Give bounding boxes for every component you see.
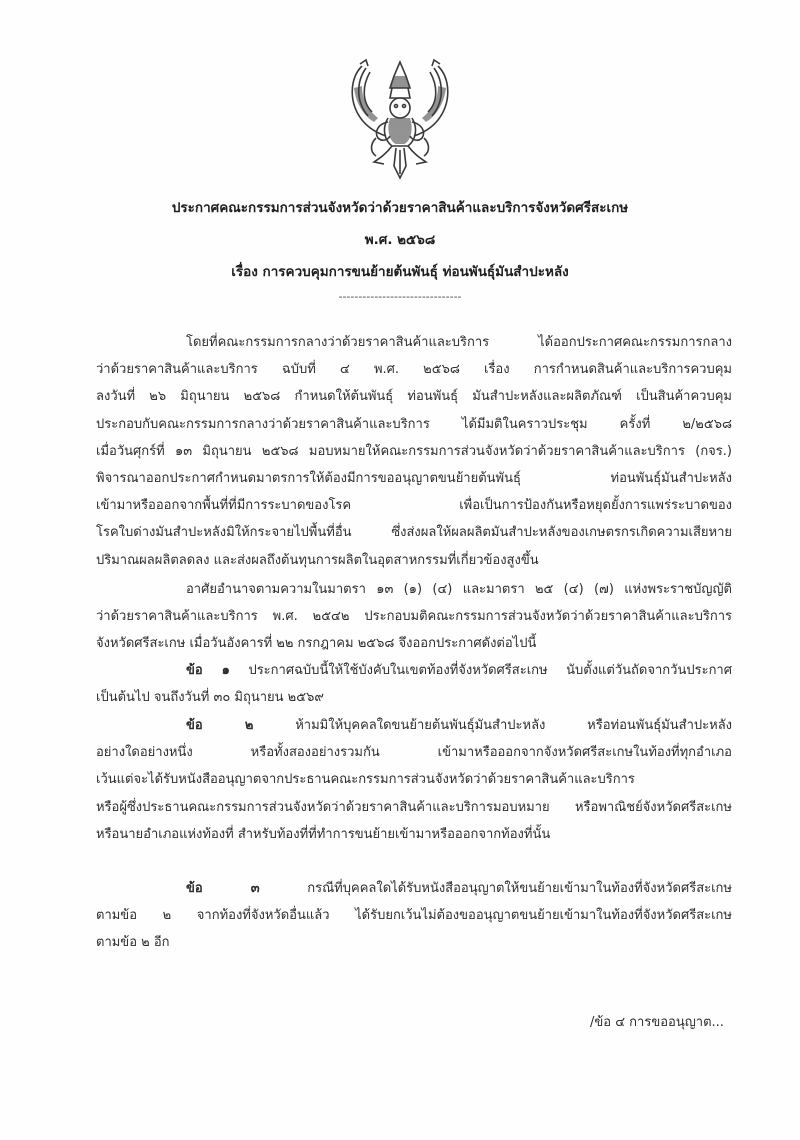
clause-2: [96, 712, 732, 848]
clause-number: ข้อ ๒: [186, 718, 254, 733]
text-line: ตามข้อ ๒ อีก: [96, 935, 170, 951]
clause-text: กรณีที่บุคคลใดได้รับหนังสืออนุญาตให้ขนย้ายเข้ามาในท้องที่จังหวัดศรีสะเกษ: [259, 881, 732, 896]
clause-1: [96, 657, 732, 711]
clause-3: [96, 875, 732, 957]
document-year: พ.ศ. ๒๕๖๘: [364, 232, 436, 248]
text-line: [96, 657, 732, 684]
page-continuation-note: /ข้อ ๔ การขออนุญาต...: [590, 1015, 724, 1030]
text-line: เป็นต้นไป จนถึงวันที่ ๓๐ มิถุนายน ๒๕๖๙: [96, 690, 324, 706]
text-line: ว่าด้วยราคาสินค้าและบริการ พ.ศ. ๒๕๔๒ ประกอบมติคณะกรรมการส่วนจังหวัดว่าด้วยราคาสินค้าและบริการ: [96, 609, 732, 625]
header-divider: -------------------------------: [338, 290, 462, 303]
text-line: พิจารณาออกประกาศกำหนดมาตรการให้ต้องมีการขออนุญาตขนย้ายต้นพันธุ์ ท่อนพันธุ์มันสำปะหลัง: [96, 470, 732, 486]
clause-number: ข้อ ๓: [186, 881, 260, 896]
text-line: ตามข้อ ๒ จากท้องที่จังหวัดอื่นแล้ว ได้รับยกเว้นไม่ต้องขออนุญาตขนย้ายเข้ามาในท้องที่จังหวัดศรีสะเกษ: [96, 908, 732, 924]
clause-text: ประกาศฉบับนี้ให้ใช้บังคับในเขตท้องที่จังหวัดศรีสะเกษ นับตั้งแต่วันถัดจากวันประกาศ: [229, 663, 732, 678]
text-line: ลงวันที่ ๒๖ มิถุนายน ๒๕๖๘ กำหนดให้ต้นพันธุ์ ท่อนพันธุ์ มันสำปะหลังและผลิตภัณฑ์ เป็นสินค้าควบคุม: [96, 389, 732, 405]
text-line: [96, 875, 732, 902]
text-line: อย่างใดอย่างหนึ่ง หรือทั้งสองอย่างรวมกัน เข้ามาหรือออกจากจังหวัดศรีสะเกษในท้องที่ทุกอำเภอ: [96, 745, 732, 761]
text-line: ประกอบกับคณะกรรมการกลางว่าด้วยราคาสินค้าและบริการ ได้มีมติในคราวประชุม ครั้งที่ ๒/๒๕๖๘: [96, 416, 732, 432]
text-line: โดยที่คณะกรรมการกลางว่าด้วยราคาสินค้าและบริการ ได้ออกประกาศคณะกรรมการกลาง: [186, 335, 732, 350]
text-line: เข้ามาหรือออกจากพื้นที่ที่มีการระบาดของโรค เพื่อเป็นการป้องกันหรือหยุดยั้งการแพร่ระบาดของ: [96, 498, 732, 514]
text-line: หรือนายอำเภอแห่งท้องที่ สำหรับท้องที่ที่ทำการขนย้ายเข้ามาหรือออกจากท้องที่นั้น: [96, 826, 551, 842]
text-line: เมื่อวันศุกร์ที่ ๑๓ มิถุนายน ๒๕๖๘ มอบหมายให้คณะกรรมการส่วนจังหวัดว่าด้วยราคาสินค้าและบริการ (กจร.): [96, 443, 732, 459]
paragraph-preamble: [96, 329, 732, 574]
clause-number: ข้อ ๑: [186, 663, 230, 678]
paragraph-authority: [96, 576, 732, 658]
text-line: ปริมาณผลผลิตลดลง และส่งผลถึงต้นทุนการผลิตในอุตสาหกรรมที่เกี่ยวข้องสูงขึ้น: [96, 552, 539, 568]
clause-text: ห้ามมิให้บุคคลใดขนย้ายต้นพันธุ์มันสำปะหลัง หรือท่อนพันธุ์มันสำปะหลัง: [253, 718, 733, 733]
garuda-emblem-icon: [340, 58, 460, 180]
document-subject: เรื่อง การควบคุมการขนย้ายต้นพันธุ์ ท่อนพันธุ์มันสำปะหลัง: [231, 264, 569, 280]
text-line: จังหวัดศรีสะเกษ เมื่อวันอังคารที่ ๒๒ กรกฎาคม ๒๕๖๘ จึงออกประกาศดังต่อไปนี้: [96, 636, 537, 652]
text-line: โรคใบด่างมันสำปะหลังมิให้กระจายไปพื้นที่อื่น ซึ่งส่งผลให้ผลผลิตมันสำปะหลังของเกษตรกรเกิดความเสียหาย: [96, 525, 732, 541]
text-line: [96, 712, 732, 739]
document-title: ประกาศคณะกรรมการส่วนจังหวัดว่าด้วยราคาสินค้าและบริการจังหวัดศรีสะเกษ: [171, 200, 629, 216]
text-line: ว่าด้วยราคาสินค้าและบริการ ฉบับที่ ๔ พ.ศ. ๒๕๖๘ เรื่อง การกำหนดสินค้าและบริการควบคุม: [96, 362, 732, 378]
text-line: อาศัยอำนาจตามความในมาตรา ๑๓ (๑) (๔) และมาตรา ๒๕ (๔) (๗) แห่งพระราชบัญญัติ: [186, 582, 732, 597]
text-line: หรือผู้ซึ่งประธานคณะกรรมการส่วนจังหวัดว่าด้วยราคาสินค้าและบริการมอบหมาย หรือพาณิชย์จังหวัดศรีสะเกษ: [96, 799, 732, 815]
text-line: เว้นแต่จะได้รับหนังสืออนุญาตจากประธานคณะกรรมการส่วนจังหวัดว่าด้วยราคาสินค้าและบริการ: [96, 772, 635, 788]
